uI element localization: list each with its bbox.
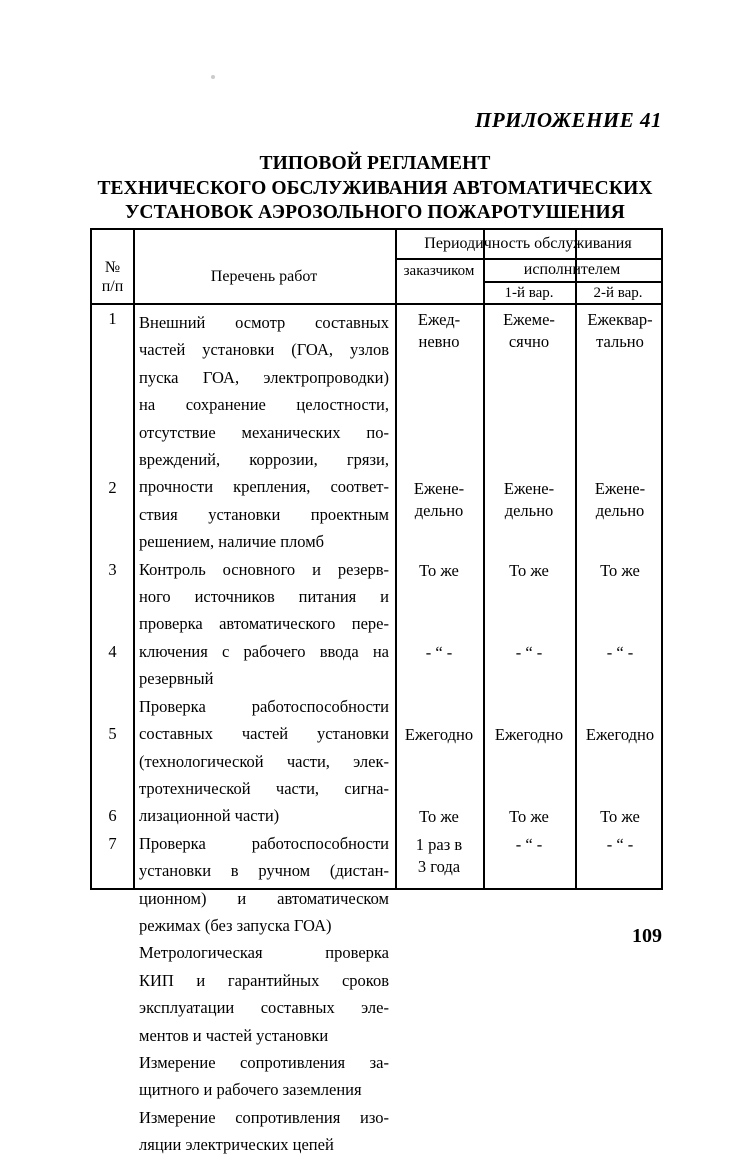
- works-line: эксплуатации составных эле-: [139, 998, 389, 1018]
- value-line: - “ -: [515, 643, 543, 662]
- works-line: резервный: [139, 669, 214, 689]
- value-line: дельно: [414, 501, 464, 520]
- works-line: ляции электрических цепей: [139, 1135, 334, 1155]
- periodicity-variant2-value: [575, 806, 665, 828]
- row-number: 5: [108, 724, 117, 743]
- works-line: Контроль основного и резерв-: [139, 559, 389, 579]
- works-line: КИП и гарантийных сроков: [139, 970, 389, 990]
- works-line: решением, наличие пломб: [139, 532, 325, 552]
- works-line: ствия установки проектным: [139, 504, 389, 524]
- value-line: То же: [419, 807, 459, 826]
- value-line: То же: [509, 561, 549, 580]
- value-line: - “ -: [606, 643, 634, 662]
- page-title-line-2: ТЕХНИЧЕСКОГО ОБСЛУЖИВАНИЯ АВТОМАТИЧЕСКИХ: [97, 177, 653, 199]
- periodicity-customer-value: [395, 834, 483, 878]
- works-line: щитного и рабочего заземления: [139, 1080, 362, 1100]
- value-line: Ежене-: [594, 479, 646, 498]
- works-line: ционном) и автоматическом: [139, 888, 389, 908]
- periodicity-variant1-value: [483, 560, 575, 582]
- periodicity-variant2-value: [575, 834, 665, 856]
- periodicity-variant2-value: [575, 309, 665, 353]
- value-line: тально: [596, 332, 644, 351]
- value-line: Ежеме-: [503, 310, 555, 329]
- value-line: То же: [600, 807, 640, 826]
- works-line: (технологической части, элек-: [139, 751, 389, 771]
- contractor-bottom-rule: [483, 281, 661, 283]
- periodicity-variant1-value: [483, 806, 575, 828]
- row-number: 1: [108, 309, 117, 328]
- works-line: тротехнической части, сигна-: [139, 778, 389, 798]
- value-line: Ежегодно: [404, 725, 474, 744]
- page-title: [0, 152, 750, 226]
- column-rule-number: [133, 230, 135, 888]
- column-header-variant-1: 1-й вар.: [504, 285, 554, 301]
- value-line: То же: [419, 561, 459, 580]
- value-line: Ежегодно: [494, 725, 564, 744]
- column-header-works: Перечень работ: [210, 268, 318, 285]
- periodicity-variant2-value: [575, 724, 665, 746]
- periodicity-variant1-value: [483, 478, 575, 522]
- works-line: пуска ГОА, электропроводки): [139, 367, 389, 387]
- works-line: ментов и частей установки: [139, 1025, 329, 1045]
- column-header-customer: заказчиком: [403, 263, 475, 279]
- works-line: Проверка работоспособности: [139, 696, 389, 716]
- appendix-header: ПРИЛОЖЕНИЕ 41: [475, 108, 662, 132]
- row-number: 6: [108, 806, 117, 825]
- header-bottom-rule: [92, 303, 661, 305]
- works-line: Метрологическая проверка: [139, 943, 389, 963]
- periodicity-customer-value: [395, 309, 483, 353]
- page-title-line-3: УСТАНОВОК АЭРОЗОЛЬНОГО ПОЖАРОТУШЕНИЯ: [125, 202, 625, 223]
- value-line: невно: [418, 332, 460, 351]
- periodicity-customer-value: [395, 478, 483, 522]
- value-line: Ежед-: [417, 310, 461, 329]
- row-number: 7: [108, 834, 117, 853]
- works-line: ного источников питания и: [139, 587, 389, 607]
- value-line: 3 года: [417, 857, 461, 876]
- works-line: отсутствие механических по-: [139, 422, 389, 442]
- value-line: Ежене-: [503, 479, 555, 498]
- periodicity-variant1-value: [483, 309, 575, 353]
- value-line: - “ -: [425, 643, 453, 662]
- works-line: Измерение сопротивления за-: [139, 1052, 389, 1072]
- periodicity-customer-value: [395, 560, 483, 582]
- value-line: Ежегодно: [585, 725, 655, 744]
- periodicity-variant2-value: [575, 642, 665, 664]
- column-header-number: [92, 258, 133, 296]
- works-line: режимах (без запуска ГОА): [139, 915, 332, 935]
- value-line: 1 раз в: [415, 835, 463, 854]
- value-line: То же: [600, 561, 640, 580]
- works-line: составных частей установки: [139, 724, 389, 744]
- value-line: - “ -: [606, 835, 634, 854]
- periodicity-variant2-value: [575, 478, 665, 522]
- column-header-contractor: исполнителем: [523, 261, 621, 278]
- value-line: сячно: [508, 332, 550, 351]
- works-line: лизационной части): [139, 806, 280, 826]
- column-header-variant-2: 2-й вар.: [593, 285, 643, 301]
- column-header-number-line-2: п/п: [101, 278, 124, 295]
- works-line: установки в ручном (дистан-: [139, 861, 389, 881]
- value-line: Ежене-: [413, 479, 465, 498]
- works-line: проверка автоматического пере-: [139, 614, 389, 634]
- periodicity-variant1-value: [483, 724, 575, 746]
- value-line: дельно: [504, 501, 554, 520]
- works-line: вреждений, коррозии, грязи,: [139, 450, 389, 470]
- value-line: Ежеквар-: [587, 310, 653, 329]
- periodicity-variant2-value: [575, 560, 665, 582]
- row-number: 4: [108, 642, 117, 661]
- value-line: - “ -: [515, 835, 543, 854]
- works-line: частей установки (ГОА, узлов: [139, 340, 389, 360]
- scan-speck: [211, 75, 215, 79]
- works-line: Внешний осмотр составных: [139, 313, 389, 332]
- works-line: на сохранение целостности,: [139, 395, 389, 415]
- page-title-line-1: ТИПОВОЙ РЕГЛАМЕНТ: [259, 153, 491, 174]
- periodicity-customer-value: [395, 806, 483, 828]
- works-line: Измерение сопротивления изо-: [139, 1107, 389, 1127]
- value-line: дельно: [595, 501, 645, 520]
- works-line: Проверка работоспособности: [139, 833, 389, 853]
- page-number: 109: [632, 925, 662, 947]
- works-column: [139, 309, 389, 1159]
- works-line: ключения с рабочего ввода на: [139, 641, 389, 661]
- column-header-periodicity: Периодичность обслуживания: [424, 235, 632, 252]
- periodicity-customer-value: [395, 724, 483, 746]
- periodicity-variant1-value: [483, 834, 575, 856]
- row-number: 3: [108, 560, 117, 579]
- value-line: То же: [509, 807, 549, 826]
- periodicity-customer-value: [395, 642, 483, 664]
- works-line: прочности крепления, соответ-: [139, 477, 389, 497]
- row-number: 2: [108, 478, 117, 497]
- column-header-number-line-1: №: [104, 259, 121, 276]
- periodicity-variant1-value: [483, 642, 575, 664]
